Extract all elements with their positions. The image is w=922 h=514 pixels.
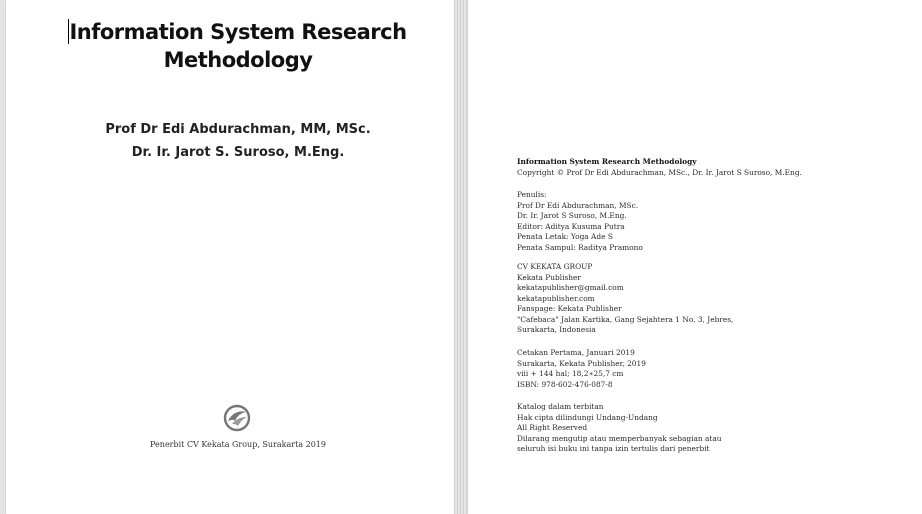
penulis-2: Dr. Ir. Jarot S Suroso, M.Eng. [517, 211, 627, 220]
author-2: Dr. Ir. Jarot S. Suroso, M.Eng. [131, 145, 345, 160]
publisher-website: kekatapublisher.com [517, 293, 595, 303]
print-size: viii + 144 hal; 18,2∗25,7 cm [517, 369, 624, 378]
penulis-1: Prof Dr Edi Abdurachman, MSc. [517, 200, 639, 210]
author-1: Prof Dr Edi Abdurachman, MM, MSc. [105, 122, 371, 137]
penulis-heading: Penulis: [517, 190, 547, 199]
copyright-block [517, 157, 802, 178]
print-place: Surakarta, Kekata Publisher, 2019 [517, 358, 646, 368]
publisher-email: kekatapublisher@gmail.com [517, 283, 624, 292]
catalog-5: seluruh isi buku ini tanpa izin tertulis dari penerbit [517, 444, 710, 453]
catalog-1: Katalog dalam terbitan [517, 402, 604, 411]
page-left[interactable] [6, 0, 454, 514]
catalog-2: Hak cipta dilindungi Undang-Undang [517, 412, 658, 422]
publisher-name: CV KEKATA GROUP [517, 262, 593, 271]
catalog-4: Dilarang mengutip atau memperbanyak sebagian atau [517, 433, 722, 443]
copyright-book-title: Information System Research Methodology [517, 157, 697, 166]
publisher-sub: Kekata Publisher [517, 272, 581, 282]
print-block [517, 348, 646, 390]
isbn: ISBN: 978-602-476-087-8 [517, 379, 613, 389]
publisher-address-1: "Cafebaca" Jalan Kartika, Gang Sejahtera 1 No. 3, Jebres, [517, 314, 734, 324]
publisher-line: Penerbit CV Kekata Group, Surakarta 2019 [150, 440, 326, 449]
publisher-fanspage: Fanspage: Kekata Publisher [517, 304, 622, 313]
page-gutter [454, 0, 468, 514]
book-title-line-1: Information System Research [69, 20, 407, 44]
cover-credit: Penata Sampul: Raditya Pramono [517, 242, 643, 252]
book-title-line-2: Methodology [163, 48, 313, 72]
publisher-block [517, 262, 733, 336]
layout-credit: Penata Letak: Yoga Ade S [517, 232, 613, 241]
editor-line: Editor: Aditya Kusuma Putra [517, 221, 625, 231]
print-edition: Cetakan Pertama, Januari 2019 [517, 348, 635, 357]
copyright-line: Copyright © Prof Dr Edi Abdurachman, MSc., Dr. Ir. Jarot S Suroso, M.Eng. [517, 167, 802, 177]
credits-block [517, 190, 643, 253]
catalog-block [517, 402, 722, 455]
catalog-3: All Right Reserved [517, 423, 588, 432]
publisher-address-2: Surakarta, Indonesia [517, 325, 596, 334]
publisher-logo-icon [222, 403, 252, 433]
